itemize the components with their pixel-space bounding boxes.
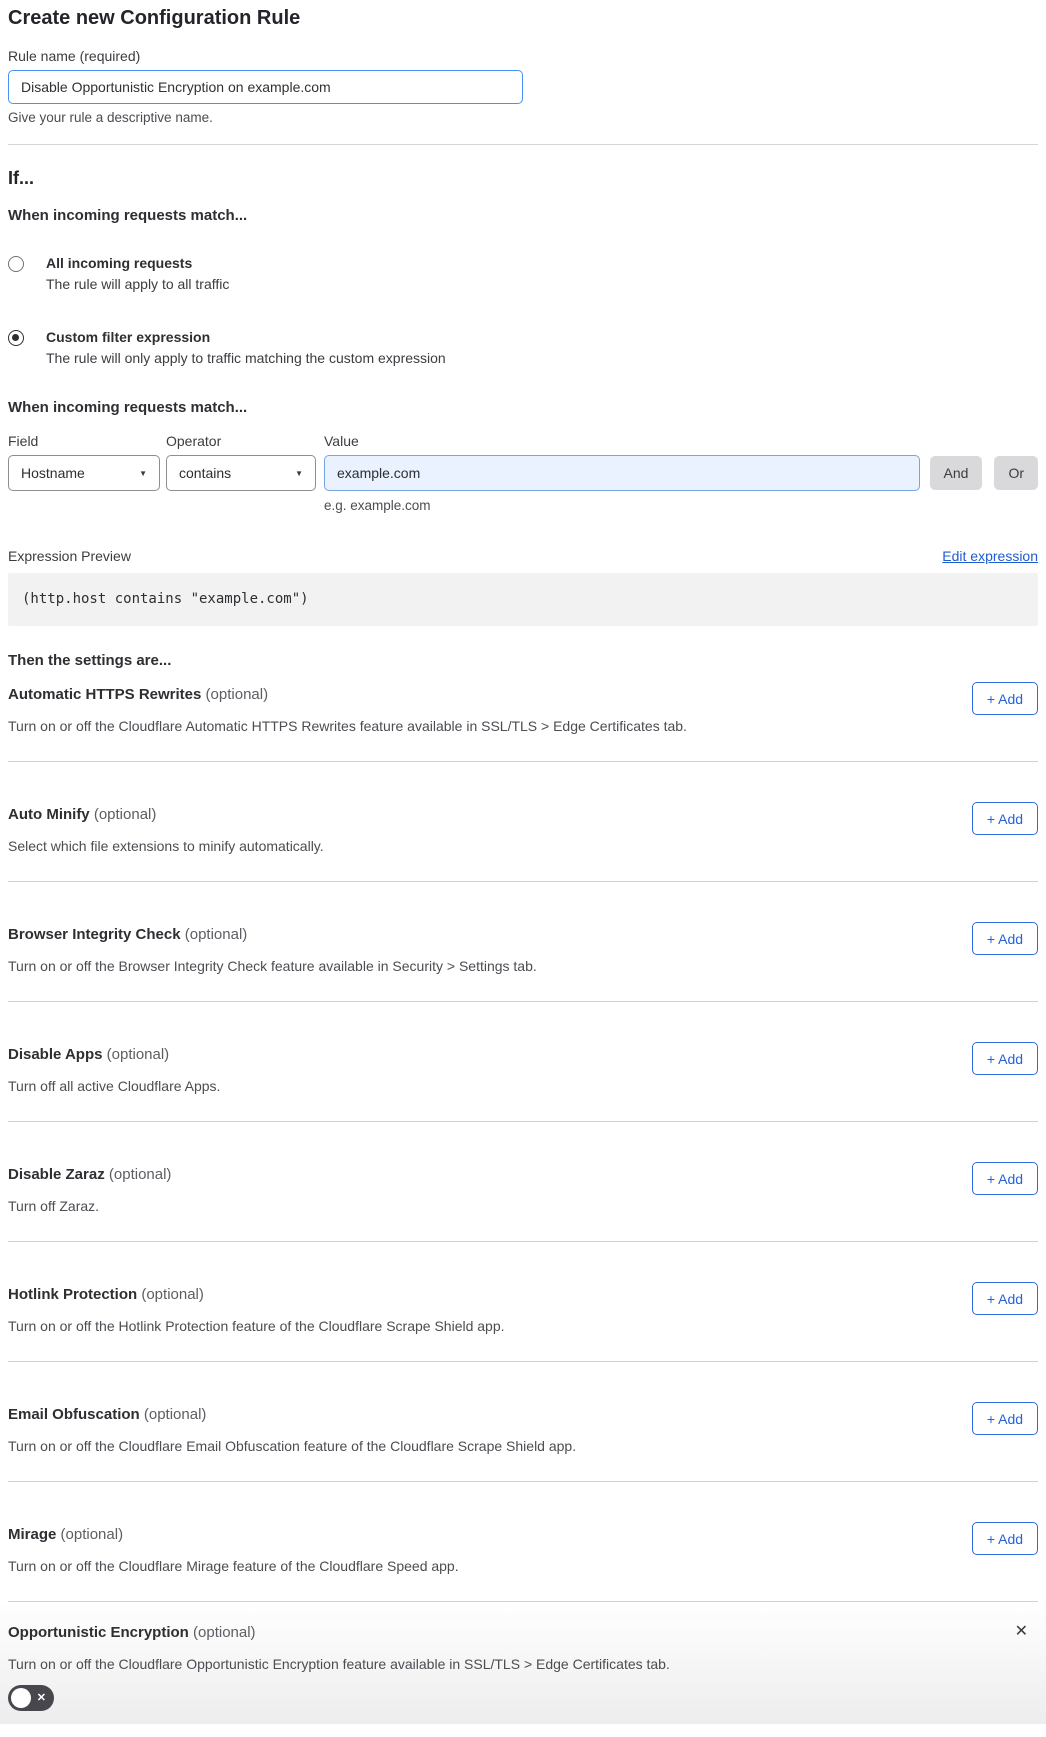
opportunistic-encryption-toggle[interactable] <box>8 1685 54 1711</box>
toggle-knob <box>11 1688 31 1708</box>
value-label: Value <box>324 433 359 449</box>
setting-row <box>8 670 1038 762</box>
section-divider <box>8 144 1038 145</box>
setting-name: Mirage <box>8 1526 57 1543</box>
setting-title <box>8 1526 1038 1544</box>
add-button[interactable]: + Add <box>972 1402 1038 1435</box>
setting-title <box>8 1046 1038 1064</box>
add-button[interactable]: + Add <box>972 802 1038 835</box>
match-type-heading: When incoming requests match... <box>8 207 248 224</box>
optional-suffix: (optional) <box>184 926 248 943</box>
value-help: e.g. example.com <box>324 498 431 513</box>
expression-preview-code: (http.host contains "example.com") <box>8 573 1038 626</box>
optional-suffix: (optional) <box>106 1046 170 1063</box>
expression-preview-label: Expression Preview <box>8 548 131 564</box>
setting-row <box>8 1482 1038 1602</box>
or-button[interactable]: Or <box>994 456 1038 490</box>
setting-name: Auto Minify <box>8 806 90 823</box>
setting-description: Turn off Zaraz. <box>8 1198 100 1214</box>
setting-description: Turn on or off the Cloudflare Opportunistic Encryption feature available in SSL/TLS > Edge Certificates tab. <box>8 1656 670 1672</box>
page-title: Create new Configuration Rule <box>8 7 301 29</box>
radio-description: The rule will only apply to traffic matching the custom expression <box>46 350 446 366</box>
optional-suffix: (optional) <box>60 1526 124 1543</box>
optional-suffix: (optional) <box>143 1406 207 1423</box>
rule-name-help: Give your rule a descriptive name. <box>8 110 213 125</box>
setting-name: Disable Zaraz <box>8 1166 105 1183</box>
rule-name-label: Rule name (required) <box>8 48 141 64</box>
chevron-down-icon: ▼ <box>295 468 303 478</box>
option-custom-filter-expression[interactable] <box>8 329 1038 367</box>
setting-row <box>8 1122 1038 1242</box>
setting-name: Browser Integrity Check <box>8 926 181 943</box>
radio-label: All incoming requests <box>46 255 193 271</box>
setting-row <box>8 882 1038 1002</box>
setting-description: Turn off all active Cloudflare Apps. <box>8 1078 221 1094</box>
optional-suffix: (optional) <box>193 1624 256 1641</box>
setting-description: Turn on or off the Cloudflare Email Obfuscation feature of the Cloudflare Scrape Shield app. <box>8 1438 577 1454</box>
setting-opportunistic-encryption <box>0 1602 1046 1724</box>
setting-title <box>8 1624 256 1642</box>
setting-title <box>8 1166 1038 1184</box>
radio-button[interactable] <box>8 256 24 272</box>
setting-title <box>8 686 1038 704</box>
setting-title <box>8 806 1038 824</box>
optional-suffix: (optional) <box>93 806 157 823</box>
operator-select-value: contains <box>179 465 232 481</box>
optional-suffix: (optional) <box>141 1286 204 1303</box>
value-input[interactable] <box>324 455 920 491</box>
option-all-incoming-requests[interactable] <box>8 255 1038 293</box>
add-button[interactable]: + Add <box>972 1042 1038 1075</box>
setting-row <box>8 1242 1038 1362</box>
setting-description: Select which file extensions to minify automatically. <box>8 838 324 854</box>
filter-builder-heading: When incoming requests match... <box>8 399 248 416</box>
rule-name-input[interactable] <box>8 70 523 104</box>
radio-label: Custom filter expression <box>46 329 211 345</box>
add-button[interactable]: + Add <box>972 682 1038 715</box>
setting-name: Automatic HTTPS Rewrites <box>8 686 202 703</box>
field-select[interactable] <box>8 455 160 491</box>
add-button[interactable]: + Add <box>972 1522 1038 1555</box>
setting-row <box>8 1362 1038 1482</box>
setting-description: Turn on or off the Cloudflare Mirage feature of the Cloudflare Speed app. <box>8 1558 459 1574</box>
optional-suffix: (optional) <box>108 1166 172 1183</box>
optional-suffix: (optional) <box>205 686 269 703</box>
add-button[interactable]: + Add <box>972 922 1038 955</box>
radio-button[interactable] <box>8 330 24 346</box>
setting-name: Opportunistic Encryption <box>8 1624 189 1641</box>
and-button[interactable]: And <box>930 456 983 490</box>
setting-row <box>8 1002 1038 1122</box>
field-select-value: Hostname <box>21 465 85 481</box>
setting-name: Hotlink Protection <box>8 1286 138 1303</box>
edit-expression-link[interactable]: Edit expression <box>942 548 1038 564</box>
operator-label: Operator <box>166 433 222 449</box>
setting-title <box>8 1286 1038 1304</box>
settings-list <box>8 670 1038 1602</box>
setting-description: Turn on or off the Browser Integrity Check feature available in Security > Settings tab. <box>8 958 537 974</box>
setting-title <box>8 926 1038 944</box>
settings-heading: Then the settings are... <box>8 652 172 669</box>
setting-row <box>8 762 1038 882</box>
add-button[interactable]: + Add <box>972 1162 1038 1195</box>
chevron-down-icon: ▼ <box>139 468 147 478</box>
add-button[interactable]: + Add <box>972 1282 1038 1315</box>
close-icon[interactable]: ✕ <box>1014 1623 1028 1640</box>
radio-description: The rule will apply to all traffic <box>46 276 230 292</box>
if-heading: If... <box>8 168 34 188</box>
setting-description: Turn on or off the Hotlink Protection feature of the Cloudflare Scrape Shield app. <box>8 1318 505 1334</box>
setting-name: Disable Apps <box>8 1046 103 1063</box>
operator-select[interactable] <box>166 455 316 491</box>
field-label: Field <box>8 433 39 449</box>
setting-name: Email Obfuscation <box>8 1406 140 1423</box>
setting-title <box>8 1406 1038 1424</box>
setting-description: Turn on or off the Cloudflare Automatic HTTPS Rewrites feature available in SSL/TLS > Edge Certificates tab. <box>8 718 687 734</box>
toggle-off-icon: ✕ <box>36 1692 46 1704</box>
